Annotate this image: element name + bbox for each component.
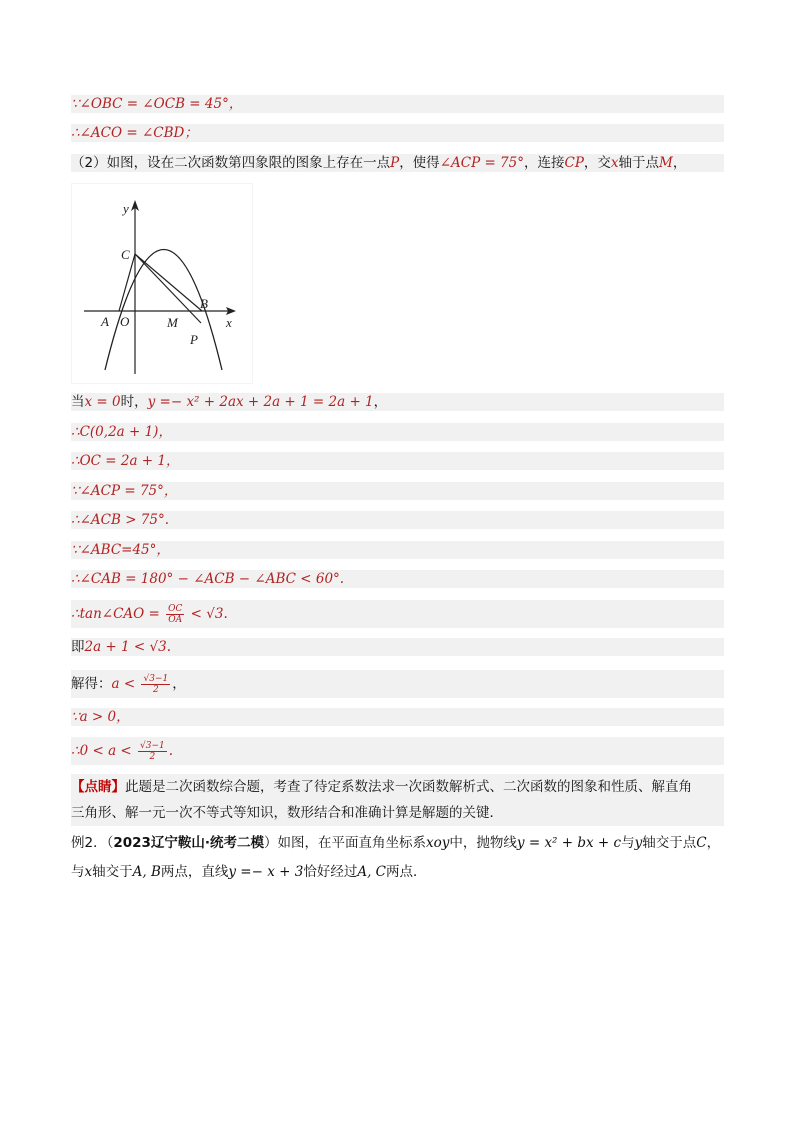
label-y: y xyxy=(123,201,129,216)
text: 即 xyxy=(71,639,85,655)
solution-line-11 xyxy=(71,600,724,628)
punct: . xyxy=(223,606,228,622)
solution-line-6 xyxy=(71,452,724,470)
text: （2）如图，设在二次函数第四象限的图象上存在一点 xyxy=(71,155,391,171)
segment-cp xyxy=(135,254,201,323)
text: ）如图，在平面直角坐标系 xyxy=(264,835,427,851)
point-c: C xyxy=(696,835,707,851)
text: 时， xyxy=(120,394,148,410)
numerator: √3−1 xyxy=(143,674,169,684)
text: ，连接 xyxy=(523,155,565,171)
angle-acp: ∠ACP = 75° xyxy=(439,155,524,171)
solution-line-15 xyxy=(71,737,724,765)
example-source: 2023辽宁鞍山·统考二模 xyxy=(113,835,265,851)
key-point-note xyxy=(71,774,724,826)
text: 两点，直线 xyxy=(160,864,229,880)
text: 例2．（ xyxy=(71,835,114,851)
equation: ∴tan∠CAO = xyxy=(71,606,165,622)
segment-cb xyxy=(135,254,202,311)
punct: . xyxy=(166,639,172,655)
segment-cp: CP xyxy=(564,155,584,171)
point-p: P xyxy=(390,155,400,171)
text: 中，抛物线 xyxy=(449,835,517,851)
text: 与 xyxy=(71,864,85,880)
equation: ∵a > 0， xyxy=(71,709,130,725)
text: 当 xyxy=(71,394,85,410)
label-p: P xyxy=(190,332,198,347)
text: 恰好经过 xyxy=(303,864,358,880)
line-equation: y =− x + 3 xyxy=(228,864,304,880)
label-c: C xyxy=(121,247,130,262)
equation: y =− x² + 2ax + 2a + 1 = 2a + 1 xyxy=(147,394,374,410)
solution-line-12 xyxy=(71,638,724,656)
equation: ∵∠ABC=45°， xyxy=(71,542,170,558)
text: 两点． xyxy=(386,864,427,880)
punct: . xyxy=(168,743,174,759)
solution-line-9 xyxy=(71,541,724,559)
solution-line-8 xyxy=(71,511,724,529)
text: 解得： xyxy=(71,676,112,692)
text: 轴交于点 xyxy=(642,835,697,851)
text: ，交 xyxy=(583,155,611,171)
question-part-2 xyxy=(71,154,724,172)
solution-line-10 xyxy=(71,570,724,588)
numerator: OC xyxy=(168,604,183,614)
equation: < √3 xyxy=(186,606,224,622)
parabola-graph xyxy=(72,184,252,383)
fraction-sqrt3-minus-1-over-2 xyxy=(141,674,170,695)
equation: ∴∠CAB = 180° − ∠ACB − ∠ABC < 60°. xyxy=(71,571,345,587)
solution-line-4 xyxy=(71,393,724,411)
parabola-figure xyxy=(71,183,253,384)
text: ， xyxy=(672,155,687,171)
solution-line-5 xyxy=(71,423,724,441)
points-ab: A, B xyxy=(132,864,161,880)
label-o: O xyxy=(120,314,130,329)
parabola-equation: y = x² + bx + c xyxy=(516,835,622,851)
label-b: B xyxy=(200,296,208,311)
solution-line-2 xyxy=(71,124,724,142)
text: ， xyxy=(172,676,186,692)
equation: ∴∠ACB > 75°. xyxy=(71,512,170,528)
label-a: A xyxy=(101,314,109,329)
var-x: x xyxy=(84,864,93,880)
equation: ∵∠OBC = ∠OCB = 45°， xyxy=(71,96,243,112)
denominator: 2 xyxy=(149,752,156,762)
solution-line-13 xyxy=(71,670,724,698)
solution-line-7 xyxy=(71,482,724,500)
var-xoy: xoy xyxy=(426,835,450,851)
equation: x = 0 xyxy=(84,394,121,410)
equation: ∴0 < a < xyxy=(71,743,137,759)
text: 轴于点 xyxy=(618,155,660,171)
equation: ∴∠ACO = ∠CBD； xyxy=(71,125,198,141)
var-y: y xyxy=(634,835,643,851)
text: ， xyxy=(706,835,721,851)
example-2-line-1 xyxy=(71,832,724,854)
numerator: √3−1 xyxy=(140,741,165,751)
key-point-text-2: 三角形、解一元一次不等式等知识，数形结合和准确计算是解题的关键． xyxy=(71,805,503,821)
key-point-text-1: 此题是二次函数综合题，考查了待定系数法求一次函数解析式、二次函数的图象和性质、解直角 xyxy=(125,779,692,795)
equation: ∴OC = 2a + 1， xyxy=(71,453,180,469)
equation: ∵∠ACP = 75°， xyxy=(71,483,178,499)
var-x: x xyxy=(610,155,619,171)
fraction-oc-oa xyxy=(166,604,184,625)
label-x: x xyxy=(226,315,232,330)
point-m: M xyxy=(659,155,673,171)
denominator: OA xyxy=(168,615,183,625)
text: 轴交于 xyxy=(92,864,133,880)
solution-line-14 xyxy=(71,708,724,726)
key-point-tag: 【点睛】 xyxy=(71,779,125,795)
points-ac: A, C xyxy=(357,864,386,880)
label-m: M xyxy=(167,315,178,330)
example-2-line-2 xyxy=(71,861,724,883)
text: 与 xyxy=(621,835,635,851)
text: ， xyxy=(373,394,388,410)
equation: 2a + 1 < √3 xyxy=(84,639,167,655)
solution-line-1 xyxy=(71,95,724,113)
equation: ∴C(0,2a + 1)， xyxy=(71,424,172,440)
fraction-sqrt3-minus-1-over-2 xyxy=(138,741,167,762)
denominator: 2 xyxy=(152,685,159,695)
equation: a < xyxy=(111,676,140,692)
text: ，使得 xyxy=(399,155,440,171)
